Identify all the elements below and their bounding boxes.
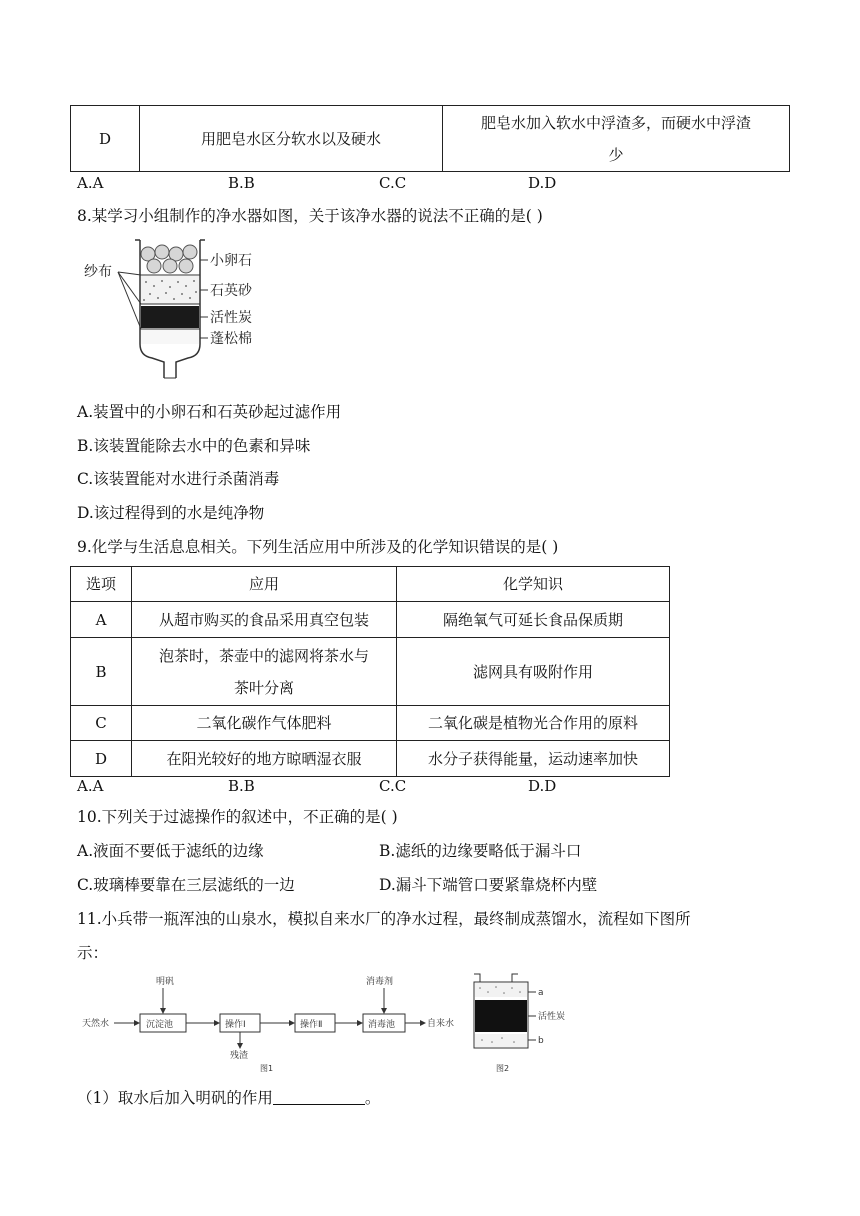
q9-row-d-knowledge: 水分子获得能量，运动速率加快 — [397, 741, 670, 777]
label-alum: 明矾 — [156, 977, 175, 987]
label-op1: 操作Ⅰ — [225, 1020, 246, 1030]
q8-stem: 8.某学习小组制作的净水器如图，关于该净水器的说法不正确的是( ) — [77, 207, 543, 225]
q8-option-b: B.该装置能除去水中的色素和异味 — [77, 437, 311, 455]
label-disinfection: 消毒池 — [368, 1020, 396, 1030]
q9-row-b-application-line2: 茶叶分离 — [233, 678, 294, 697]
q9-row-a-application: 从超市购买的食品采用真空包装 — [132, 602, 397, 638]
q9-table — [70, 566, 670, 777]
quartz-sand-layer — [141, 276, 199, 304]
q9-stem: 9.化学与生活息息相关。下列生活应用中所涉及的化学知识错误的是( ) — [77, 538, 559, 556]
q9-row-a-option: A — [71, 602, 132, 638]
label-carbon: 活性炭 — [210, 310, 252, 326]
q9-header-application: 应用 — [132, 567, 397, 602]
q9-header-knowledge: 化学知识 — [397, 567, 670, 602]
q9-option-d: D.D — [528, 777, 557, 795]
q7-row-d-application: 用肥皂水区分软水以及硬水 — [140, 106, 443, 172]
q9-row-b-application-line1: 泡茶时，茶壶中的滤网将茶水与 — [158, 646, 369, 665]
q7-row-d-knowledge — [443, 106, 790, 172]
q9-row-b-application — [132, 638, 397, 706]
label-fig2-carbon: 活性炭 — [538, 1012, 566, 1022]
label-quartz: 石英砂 — [210, 283, 252, 299]
q10-option-c: C.玻璃棒要靠在三层滤纸的一边 — [77, 876, 295, 894]
q9-option-a: A.A — [77, 777, 104, 795]
label-fig2-a: a — [538, 988, 544, 998]
q7-table — [70, 105, 790, 172]
q10-stem: 10.下列关于过滤操作的叙述中，不正确的是( ) — [77, 808, 398, 826]
activated-carbon-layer — [141, 306, 199, 328]
q10-option-a: A.液面不要低于滤纸的边缘 — [77, 842, 264, 860]
label-sedimentation: 沉淀池 — [146, 1020, 174, 1030]
q11-sub1-blank[interactable] — [273, 1089, 365, 1105]
q7-row-d-option: D — [71, 106, 140, 172]
q10-option-d: D.漏斗下端管口要紧靠烧杯内壁 — [379, 876, 598, 894]
q9-row-d-application: 在阳光较好的地方晾晒湿衣服 — [132, 741, 397, 777]
q7-row-d-knowledge-line1: 肥皂水加入软水中浮渣多，而硬水中浮渣 — [480, 113, 751, 132]
q9-option-b: B.B — [228, 777, 255, 795]
q11-sub1 — [77, 1088, 380, 1108]
q8-option-c: C.该装置能对水进行杀菌消毒 — [77, 470, 280, 488]
label-natural-water: 天然水 — [82, 1019, 110, 1029]
q11-sub1-text: （1）取水后加入明矾的作用 — [77, 1089, 273, 1107]
cotton-layer — [141, 330, 199, 344]
q7-option-a: A.A — [77, 174, 104, 192]
q9-header-option: 选项 — [71, 567, 132, 602]
q11-sub1-end: 。 — [364, 1089, 381, 1107]
pebble-layer — [141, 245, 197, 273]
q11-stem-line1: 11.小兵带一瓶浑浊的山泉水，模拟自来水厂的净水过程，最终制成蒸馏水，流程如下图所 — [77, 910, 691, 928]
label-fig2-b: b — [538, 1036, 544, 1046]
q9-option-c: C.C — [379, 777, 407, 795]
label-residue: 残渣 — [230, 1051, 249, 1061]
q9-row-c-option: C — [71, 706, 132, 741]
q9-row-d-option: D — [71, 741, 132, 777]
q10-option-b: B.滤纸的边缘要略低于漏斗口 — [379, 842, 582, 860]
label-tap-water: 自来水 — [427, 1019, 455, 1029]
carbon-filter-figure — [468, 970, 578, 1080]
q9-row-c-application: 二氧化碳作气体肥料 — [132, 706, 397, 741]
q7-option-b: B.B — [228, 174, 255, 192]
label-pebbles: 小卵石 — [210, 253, 252, 269]
water-purifier-figure — [80, 232, 280, 392]
q11-stem-line2: 示： — [77, 944, 109, 962]
q9-row-b-option: B — [71, 638, 132, 706]
q7-row-d-knowledge-line2: 少 — [608, 145, 624, 164]
label-op2: 操作Ⅱ — [300, 1020, 323, 1030]
q7-option-d: D.D — [528, 174, 557, 192]
label-gauze: 纱布 — [84, 264, 112, 280]
label-disinfectant: 消毒剂 — [366, 977, 394, 987]
q9-row-b-knowledge: 滤网具有吸附作用 — [397, 638, 670, 706]
q9-row-c-knowledge: 二氧化碳是植物光合作用的原料 — [397, 706, 670, 741]
label-cotton: 蓬松棉 — [210, 331, 252, 347]
q8-option-a: A.装置中的小卵石和石英砂起过滤作用 — [77, 403, 342, 421]
fig2-caption: 图2 — [496, 1064, 510, 1073]
flowchart-figure — [80, 970, 470, 1080]
q9-row-a-knowledge: 隔绝氧气可延长食品保质期 — [397, 602, 670, 638]
fig1-caption: 图1 — [260, 1064, 274, 1073]
q8-option-d: D.该过程得到的水是纯净物 — [77, 504, 265, 522]
q7-option-c: C.C — [379, 174, 407, 192]
fig2-carbon-layer — [475, 1000, 527, 1032]
